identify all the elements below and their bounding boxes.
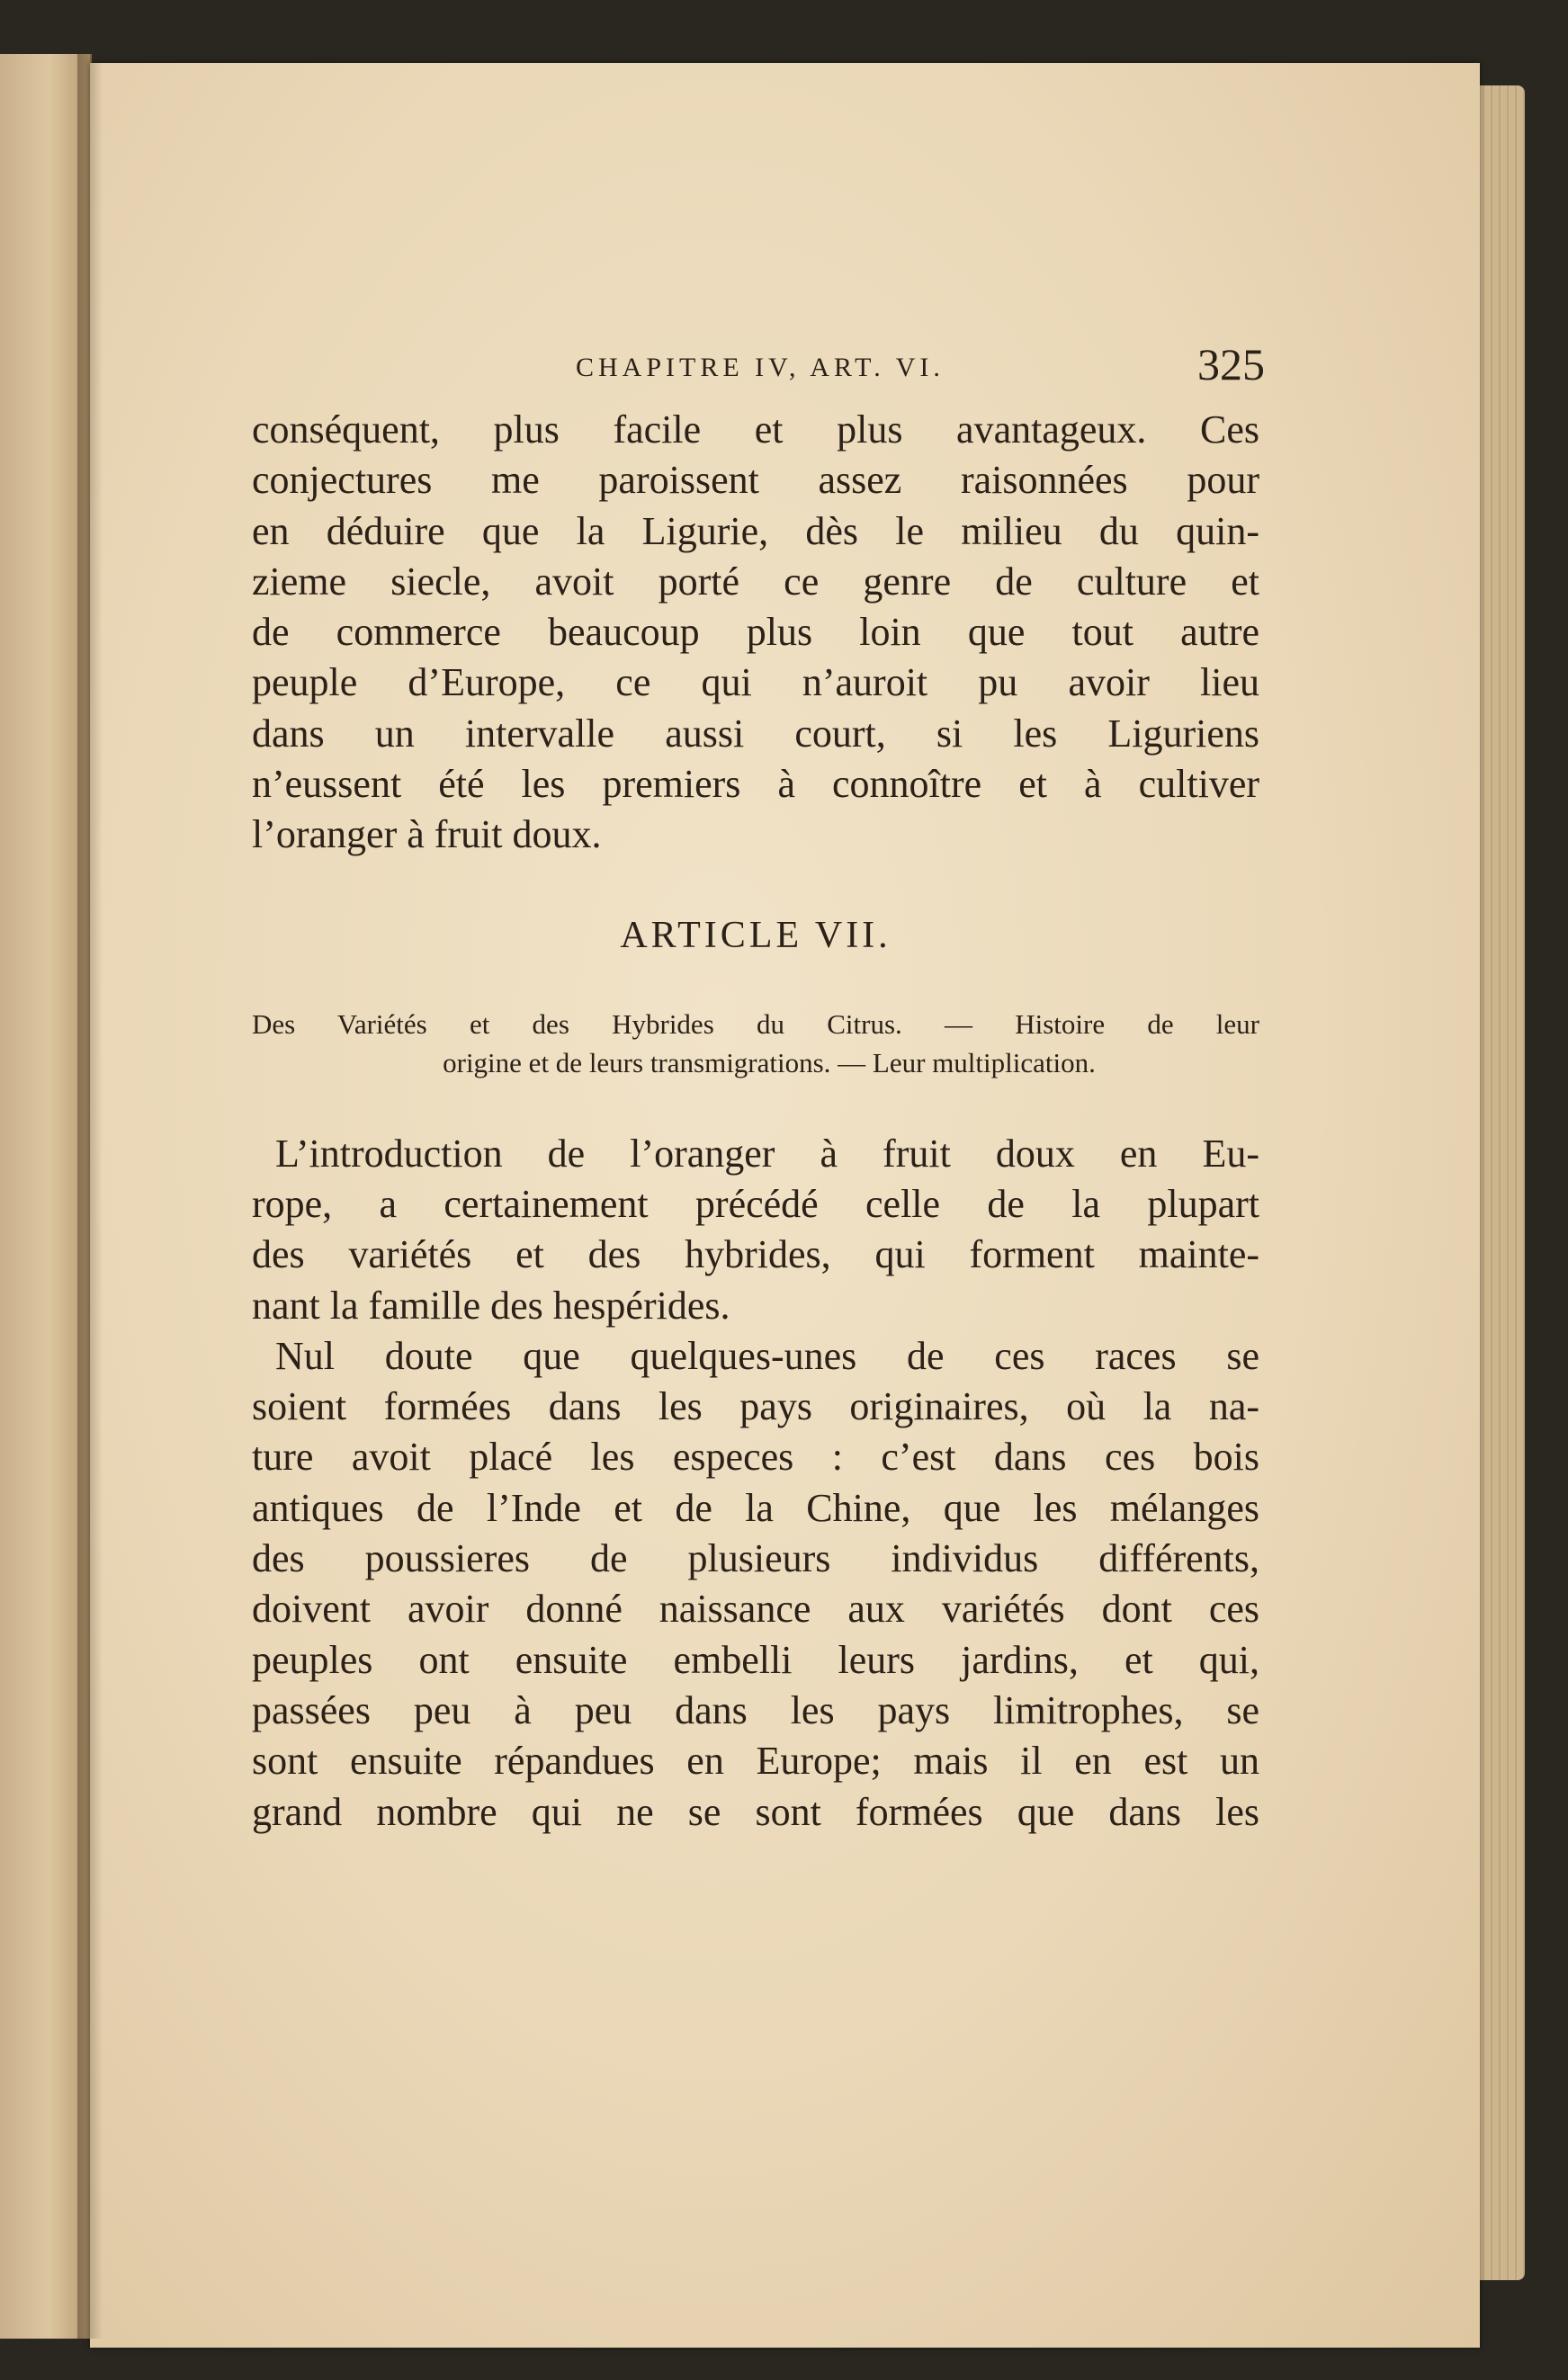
article-summary (252, 1005, 1259, 1082)
text-line: L’introduction de l’oranger à fruit doux en Eu- (275, 1131, 1259, 1176)
summary-line: origine et de leurs transmigrations. — Leur multiplication. (443, 1046, 1096, 1078)
text-line: rope, a certainement précédé celle de la plupart (252, 1181, 1259, 1226)
spine-shadow (77, 54, 103, 2339)
running-title: CHAPITRE IV, ART. VI. (576, 353, 945, 382)
text-line: soient formées dans les pays originaires, où la na- (252, 1384, 1259, 1429)
text-line: peuple d’Europe, ce qui n’auroit pu avoir lieu (252, 660, 1259, 705)
text-line: conséquent, plus facile et plus avantageux. Ces (252, 407, 1259, 452)
text-line: grand nombre qui ne se sont formées que dans les (252, 1789, 1259, 1834)
running-head (252, 333, 1265, 405)
book-page (90, 63, 1480, 2348)
text-line: conjectures me paroissent assez raisonnées pour (252, 458, 1259, 503)
text-line: nant la famille des hespérides. (252, 1283, 730, 1328)
text-line: ture avoit placé les especes : c’est dans ces bois (252, 1435, 1259, 1480)
text-line: passées peu à peu dans les pays limitrophes, se (252, 1687, 1259, 1732)
summary-line: Des Variétés et des Hybrides du Citrus. — Histoire de leur (252, 1007, 1259, 1040)
text-line: Nul doute que quelques-unes de ces races se (275, 1333, 1259, 1378)
article-heading: ARTICLE VII. (620, 914, 892, 956)
text-line: en déduire que la Ligurie, dès le milieu du quin- (252, 508, 1259, 553)
text-line: doivent avoir donné naissance aux variétés dont ces (252, 1587, 1259, 1632)
page-number: 325 (1197, 339, 1265, 389)
text-line: n’eussent été les premiers à connoître et à cultiver (252, 762, 1259, 807)
text-line: sont ensuite répandues en Europe; mais il en est un (252, 1739, 1259, 1784)
text-line: de commerce beaucoup plus loin que tout autre (252, 610, 1259, 655)
text-line: dans un intervalle aussi court, si les Liguriens (252, 711, 1259, 756)
text-line: zieme siecle, avoit porté ce genre de culture et (252, 559, 1259, 604)
text-line: l’oranger à fruit doux. (252, 812, 602, 857)
page-text-block (252, 333, 1265, 1838)
text-line: antiques de l’Inde et de la Chine, que les mélanges (252, 1485, 1259, 1530)
paragraph-continuation (252, 405, 1259, 861)
paragraph-introduction (252, 1129, 1259, 1331)
text-line: des variétés et des hybrides, qui forment mainte- (252, 1232, 1259, 1277)
paragraph-nul-doute (252, 1331, 1259, 1838)
text-line: peuples ont ensuite embelli leurs jardins, et qui, (252, 1637, 1259, 1682)
text-line: des poussieres de plusieurs individus différents, (252, 1536, 1259, 1581)
